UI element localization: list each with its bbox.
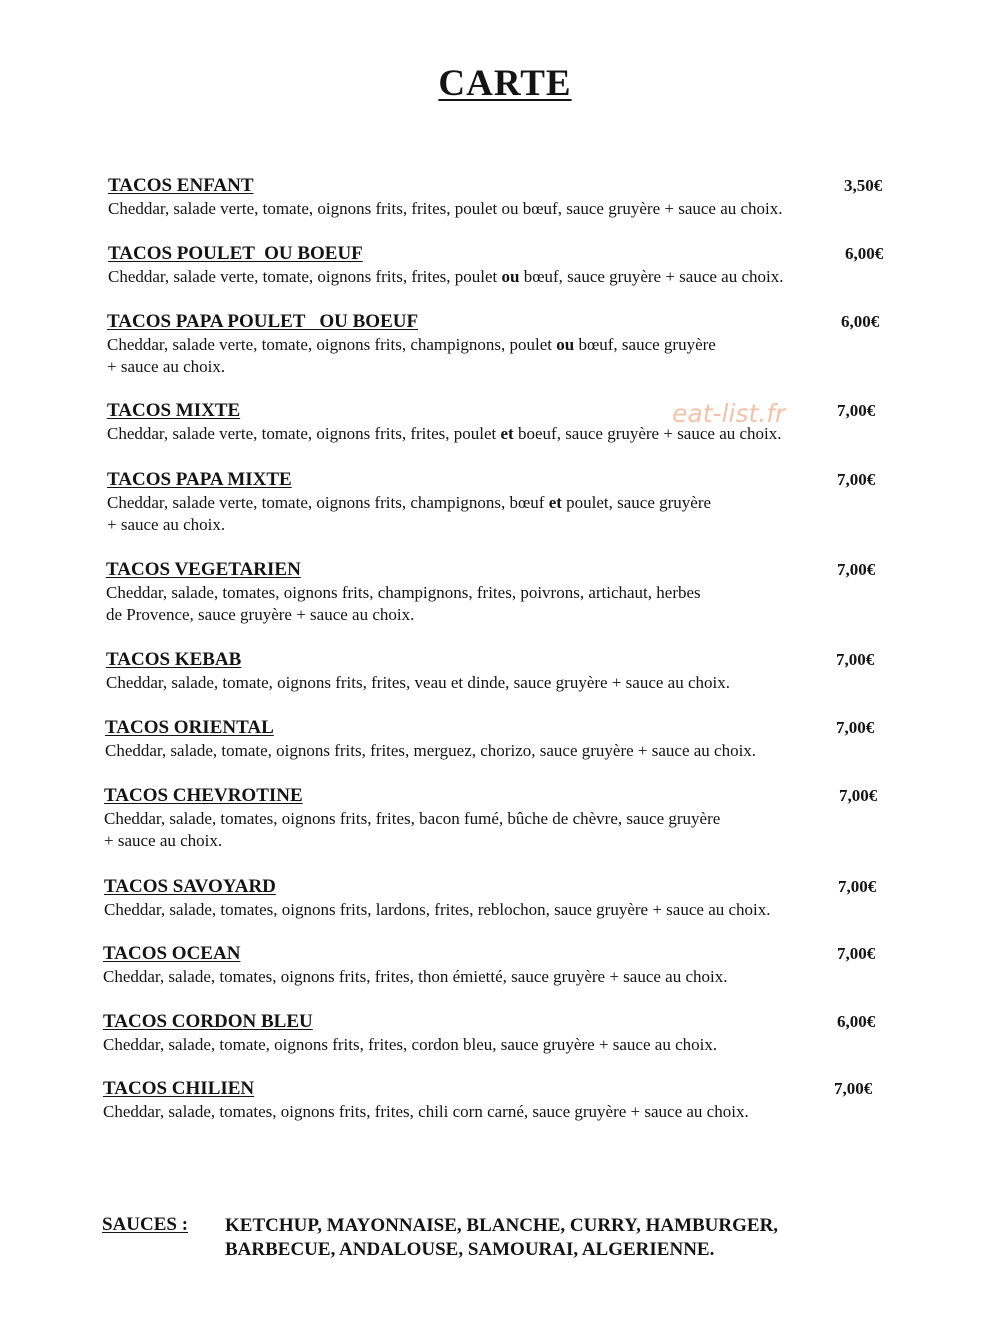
menu-item [108, 175, 908, 220]
menu-item [107, 469, 907, 536]
menu-item [107, 400, 907, 445]
item-price: 3,50€ [844, 176, 883, 195]
item-name: TACOS PAPA MIXTE [107, 469, 292, 490]
item-price: 7,00€ [836, 650, 875, 669]
item-description: Cheddar, salade, tomate, oignons frits, frites, merguez, chorizo, sauce gruyère + sauce au choix. [105, 741, 757, 760]
sauces-line: KETCHUP, MAYONNAISE, BLANCHE, CURRY, HAMBURGER, [225, 1215, 779, 1236]
item-description: Cheddar, salade, tomates, oignons frits, frites, thon émietté, sauce gruyère + sauce au choix. [103, 967, 728, 986]
menu-item [105, 717, 905, 762]
item-price: 7,00€ [838, 877, 877, 896]
item-name: TACOS PAPA POULET OU BOEUF [107, 311, 419, 332]
item-price: 7,00€ [834, 1079, 873, 1098]
item-description: Cheddar, salade verte, tomate, oignons frits, frites, poulet ou bœuf, sauce gruyère + sauce au choix. [108, 267, 784, 286]
menu-item [104, 785, 904, 852]
item-price: 7,00€ [837, 401, 876, 420]
item-name: TACOS VEGETARIEN [106, 559, 301, 580]
menu-item [106, 559, 906, 626]
menu-item [103, 1078, 903, 1123]
menu-item [103, 1011, 903, 1056]
menu-item [106, 649, 906, 694]
menu-item [103, 943, 903, 988]
item-description: Cheddar, salade, tomate, oignons frits, frites, cordon bleu, sauce gruyère + sauce au choix. [103, 1035, 718, 1054]
item-price: 6,00€ [841, 312, 880, 331]
item-description: Cheddar, salade, tomate, oignons frits, frites, veau et dinde, sauce gruyère + sauce au choix. [106, 673, 730, 692]
item-description: Cheddar, salade verte, tomate, oignons frits, champignons, bœuf et poulet, sauce gruyère + sauce au choix. [107, 493, 712, 534]
item-name: TACOS MIXTE [107, 400, 241, 421]
sauces-list [225, 1214, 845, 1262]
item-price: 7,00€ [837, 560, 876, 579]
item-name: TACOS KEBAB [106, 649, 242, 670]
item-price: 7,00€ [837, 470, 876, 489]
sauces-label: SAUCES : [102, 1214, 189, 1235]
watermark-logo: eat-list.fr [672, 399, 786, 428]
item-price: 6,00€ [837, 1012, 876, 1031]
item-name: TACOS CHILIEN [103, 1078, 255, 1099]
item-description: Cheddar, salade, tomates, oignons frits, frites, bacon fumé, bûche de chèvre, sauce gruyère + sauce au choix. [104, 809, 721, 850]
menu-item [104, 876, 904, 921]
item-name: TACOS CHEVROTINE [104, 785, 303, 806]
item-name: TACOS SAVOYARD [104, 876, 276, 897]
item-price: 6,00€ [845, 244, 884, 263]
item-name: TACOS OCEAN [103, 943, 241, 964]
menu-item [107, 311, 907, 378]
item-description: Cheddar, salade, tomates, oignons frits, champignons, frites, poivrons, artichaut, herbes de Provence, sauce gruyère + sauce au choix. [106, 583, 701, 624]
item-price: 7,00€ [836, 718, 875, 737]
sauces-line: BARBECUE, ANDALOUSE, SAMOURAI, ALGERIENNE. [225, 1239, 715, 1260]
item-name: TACOS POULET OU BOEUF [108, 243, 363, 264]
menu-item [108, 243, 908, 288]
item-description: Cheddar, salade, tomates, oignons frits, lardons, frites, reblochon, sauce gruyère + sauce au choix. [104, 900, 771, 919]
item-name: TACOS ORIENTAL [105, 717, 274, 738]
item-price: 7,00€ [837, 944, 876, 963]
page-title: CARTE [438, 63, 572, 104]
item-name: TACOS CORDON BLEU [103, 1011, 313, 1032]
item-description: Cheddar, salade verte, tomate, oignons frits, champignons, poulet ou bœuf, sauce gruyère + sauce au choix. [107, 335, 716, 376]
item-name: TACOS ENFANT [108, 175, 254, 196]
item-price: 7,00€ [839, 786, 878, 805]
item-description: Cheddar, salade verte, tomate, oignons frits, frites, poulet et boeuf, sauce gruyère + sauce au choix. [107, 424, 782, 443]
item-description: Cheddar, salade verte, tomate, oignons frits, frites, poulet ou bœuf, sauce gruyère + sauce au choix. [108, 199, 783, 218]
item-description: Cheddar, salade, tomates, oignons frits, frites, chili corn carné, sauce gruyère + sauce au choix. [103, 1102, 749, 1121]
